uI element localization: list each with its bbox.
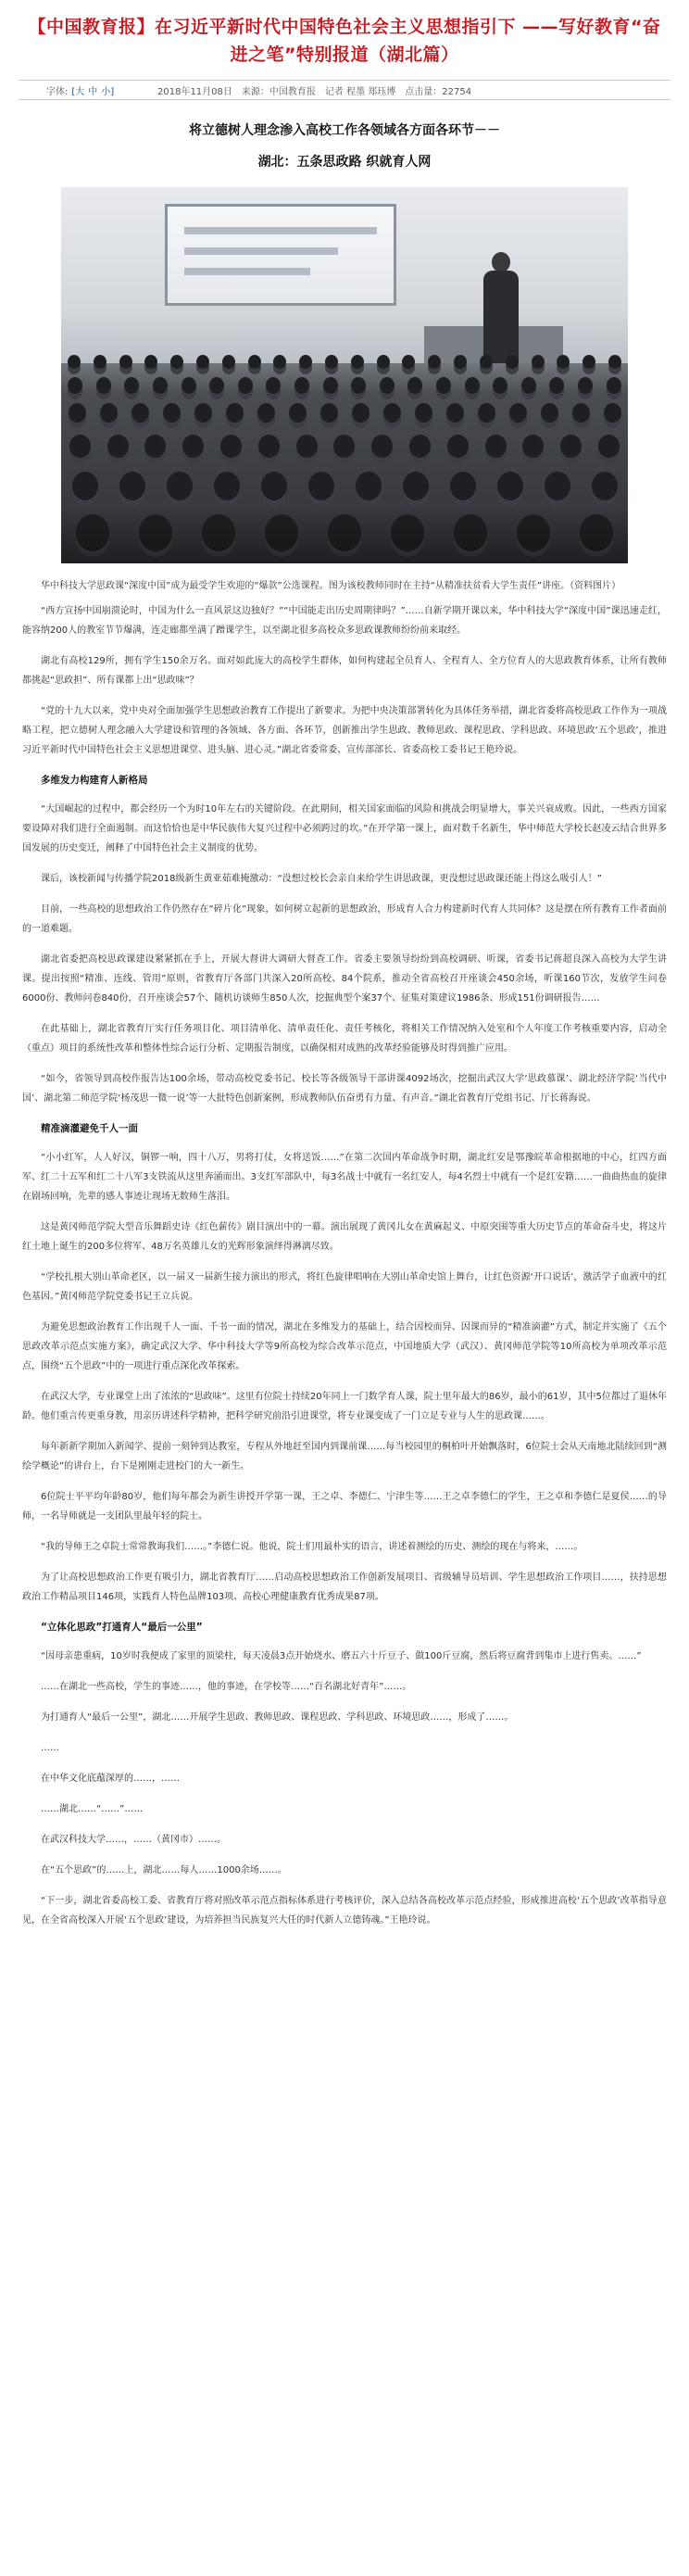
- article-paragraph: 湖北省委把高校思政课建设紧紧抓在手上，开展大督讲大调研大督查工作。省委主要领导纷纷到高校调研、听课，省委书记蒋超良深入高校为大学生讲课。提出按照“精准、连线、管用”原则，省教育厅各部门共深入20所高校、84个院系，推动全省高校召开座谈会450余场，听课160节次，发放学生问卷6000份、教师问卷840份，召开座谈会57个、随机访谈师生850人次，挖掘典型个案37个、征集对策建议1986条、形成151份调研报告……: [22, 954, 667, 1004]
- article-paragraph: 在武汉大学，专业课堂上出了浓浓的“思政味”。这里有位院士持续20年同上一门数学育人课，院士里年最大的86岁，最小的61岁，其中5位都过了退休年龄。他们重言传更重身教，用亲历讲述科学精神，把科学研究前沿引进课堂，将专业课变成了一门立足专业与人生的思政课……。: [22, 1392, 667, 1421]
- article-paragraph: 在此基础上，湖北省教育厅实行任务项目化、项目清单化、清单责任化、责任考核化，将相关工作情况纳入处室和个人年度工作考核重要内容，启动全（重点）项目的系统性改革和整体性综合运行分析、定期报告制度，以确保相对成熟的改革经验能够及时得到推广应用。: [22, 1024, 667, 1054]
- article-paragraph: “大国崛起的过程中，都会经历一个为时10年左右的关键阶段。在此期间，相关国家面临的风险和挑战会明显增大，事关兴衰成败。因此，一些西方国家要设障对我们进行全面遏制。而这恰恰也是中华民族伟大复兴过程中必须跨过的坎。”在开学第一课上，面对数千名新生，华中师范大学校长赵凌云结合世界多国发展的历史变迁，阐释了中国特色社会主义制度的优势。: [22, 804, 667, 853]
- article-paragraph: 为了让高校思想政治工作更有吸引力，湖北省教育厅……启动高校思想政治工作创新发展项目、省级辅导员培训、学生思想政治工作项目……，扶持思想政治工作精品项目146项，实践育人特色品牌103项、高校心理健康教育优秀成果87项。: [22, 1572, 667, 1602]
- article-paragraph: 6位院士平平均年龄80岁，他们每年都会为新生讲授开学第一课，王之卓、李德仁、宁津生等……王之卓李德仁的学生，王之卓和李德仁是夏侯……的导师，一名导师就是一支团队里最年轻的院士。: [22, 1492, 667, 1522]
- article-paragraph: ……: [41, 1743, 59, 1753]
- article-paragraph: 湖北有高校129所，拥有学生150余万名。面对如此庞大的高校学生群体，如何构建起全员育人、全程育人、全方位育人的大思政教育体系，让所有教师都挑起“思政担”、所有课都上出“思政味”？: [22, 656, 667, 686]
- font-size-control: [19, 83, 157, 97]
- article-source: 来源：中国教育报: [241, 86, 316, 97]
- section-heading: 精准滴灌避免千人一面: [41, 1123, 138, 1134]
- article-paragraph: “党的十九大以来，党中央对全面加强学生思想政治教育工作提出了新要求。为把中央决策部署转化为具体任务举措，湖北省委将高校思政工作作为一项战略工程，把立德树人理念融入大学建设和管理的各领域、各方面、各环节，创新推出学生思政、教师思政、课程思政、学科思政、环境思政‘五个思政’，推进习近平新时代中国特色社会主义思想进课堂、进头脑、进心灵。”湖北省委常委、宣传部部长、省委高校工委书记王艳玲说。: [22, 706, 667, 755]
- article-paragraph: “我的导师王之卓院士常常教诲我们……。”李德仁说。他说，院士们用最朴实的语言，讲述着测绘的历史、测绘的现在与将来，……。: [41, 1542, 583, 1552]
- article-paragraph: 每年新新学期加入新闻学、提前一刻钟到达教室，专程从外地赶至国内到课前课……每当校园里的桐柏叶开始飘落时，6位院士会从天南地北陆续回到“测绘学概论”的讲台上，台下是刚刚走进校门的大一新生。: [22, 1442, 667, 1471]
- article-meta-bar: [19, 80, 670, 100]
- article-paragraph: “小小红军，人人好汉，铜锣一响，四十八万，男将打仗，女将送饭……”在第二次国内革命战争时期，湖北红安是鄂豫皖革命根据地的中心，红四方面军、红二十五军和红二十八军3支铁流从这里奔涌而出。3支红军部队中，每3名战士中就有一名红安人，每4名烈士中就有一个是红安籍……一曲曲热血的旋律在剧场回响，先辈的感人事迹让现场无数师生落泪。: [22, 1153, 667, 1202]
- article-body: [22, 601, 667, 1930]
- article-title: 【中国教育报】在习近平新时代中国特色社会主义思想指引下 ——写好教育“奋进之笔”特别报道（湖北篇）: [28, 17, 661, 65]
- article-reporter: 记者 程墨 郑珏博: [324, 86, 396, 97]
- article-paragraph: 为避免思想政治教育工作出现千人一面、千书一面的情况，湖北在多维发力的基础上，结合因校而异、因课而异的“精准滴灌”方式，制定并实施了《五个思政改革示范点实施方案》，确定武汉大学、华中科技大学等9所高校为综合改革示范点，中国地质大学（武汉）、黄冈师范学院等10所高校为单项改革示范点，围绕“五个思政”中的一项进行重点深化改革探索。: [22, 1322, 667, 1371]
- publish-date: 2018年11月08日: [157, 86, 232, 97]
- section-heading: “立体化思政”打通育人“最后一公里”: [41, 1622, 203, 1633]
- section-heading: 多维发力构建育人新格局: [41, 775, 148, 786]
- article-paragraph: 课后，该校新闻与传播学院2018级新生黄亚茹难掩激动：“没想过校长会亲自来给学生讲思政课，更没想过思政课还能上得这么吸引人！”: [41, 874, 602, 884]
- photo-projection-screen: [165, 204, 396, 306]
- article-paragraph: “如今，省领导到高校作报告达100余场，带动高校党委书记、校长等各级领导干部讲课4092场次，挖掘出武汉大学‘思政慕课’、湖北经济学院‘当代中国’、湖北第二师范学院‘杨茂思一微一说’等一大批特色创新案例，形成教师队伍奋勇有力量、有声音。”湖北省教育厅党组书记、厅长蒋海说。: [22, 1074, 667, 1104]
- font-size-label: 字体:: [46, 86, 69, 97]
- photo-caption: 华中科技大学思政课“深度中国”成为最受学生欢迎的“爆款”公选课程。图为该校教师同时在主持“从精准扶贫看大学生责任”讲座。（资料图片）: [41, 581, 621, 591]
- article-paragraph: 在“五个思政”的……上，湖北……每人……1000余场……。: [41, 1865, 287, 1875]
- article-paragraph: 在武汉科技大学……，……（黄冈市）……。: [41, 1835, 226, 1845]
- article-paragraph: “学校扎根大别山革命老区，以一届又一届新生接力演出的形式，将红色旋律唱响在大别山革命史馆上舞台，让红色资源‘开口说话’，激活学子血液中的红色基因。”黄冈师范学院党委书记王立兵说。: [22, 1272, 667, 1302]
- hit-count: 点击量：22754: [405, 86, 472, 97]
- article-photo: [61, 187, 628, 563]
- article-info: [157, 83, 471, 97]
- article-paragraph: 为打通育人“最后一公里”，湖北……开展学生思政、教师思政、课程思政、学科思政、环境思政……，形成了……。: [41, 1712, 514, 1723]
- article-paragraph: 在中华文化底蕴深厚的……，……: [41, 1774, 180, 1784]
- photo-lecturer: [480, 252, 522, 363]
- article-paragraph: ……湖北……“……”……: [41, 1804, 144, 1814]
- article-paragraph: “因母亲患重病，10岁时我便成了家里的顶梁柱，每天凌晨3点开始烧水、磨五六十斤豆子、做100斤豆腐，然后将豆腐背到集市上进行售卖。……”: [41, 1651, 642, 1661]
- article-paragraph: 这是黄冈师范学院大型音乐舞蹈史诗《红色薪传》剧目演出中的一幕。演出展现了黄冈儿女在黄麻起义、中原突围等重大历史节点的革命奋斗史，将这片红土地上诞生的200多位将军、48万名英雄儿女的光辉形象演绎得淋漓尽致。: [22, 1222, 667, 1252]
- font-size-small-link[interactable]: 小]: [101, 86, 115, 97]
- article-paragraph: ……在湖北一些高校，学生的事迹……，他的事迹，在学校等……“百名湖北好青年”……。: [41, 1682, 412, 1692]
- article-subtitle-2: 湖北：五条思政路 织就育人网: [257, 155, 432, 170]
- article-paragraph: “西方宣扬中国崩溃论时，中国为什么一直风景这边独好？”“中国能走出历史周期律吗？”……自新学期开课以来，华中科技大学“深度中国”课迅速走红，能容纳200人的教室节节爆满，连走廊都坐满了蹭课学生，以至湖北很多高校众多思政课教师纷纷前来取经。: [22, 606, 667, 636]
- font-size-large-link[interactable]: [大: [71, 86, 85, 97]
- font-size-medium-link[interactable]: 中: [88, 86, 98, 97]
- article-paragraph: 目前，一些高校的思想政治工作仍然存在“碎片化”现象，如何树立起新的思想政治，形成育人合力构建新时代育人共同体？这是摆在所有教育工作者面前的一道难题。: [22, 904, 667, 934]
- article-paragraph: “下一步，湖北省委高校工委、省教育厅将对照改革示范点指标体系进行考核评价，深入总结各高校改革示范点经验，形成推进高校‘五个思政’改革指导意见，在全省高校深入开展‘五个思政’建设，为培养担当民族复兴大任的时代新人立德铸魂。”王艳玲说。: [22, 1896, 667, 1926]
- article-subtitle-1: 将立德树人理念渗入高校工作各领域各方面各环节－－: [189, 123, 500, 138]
